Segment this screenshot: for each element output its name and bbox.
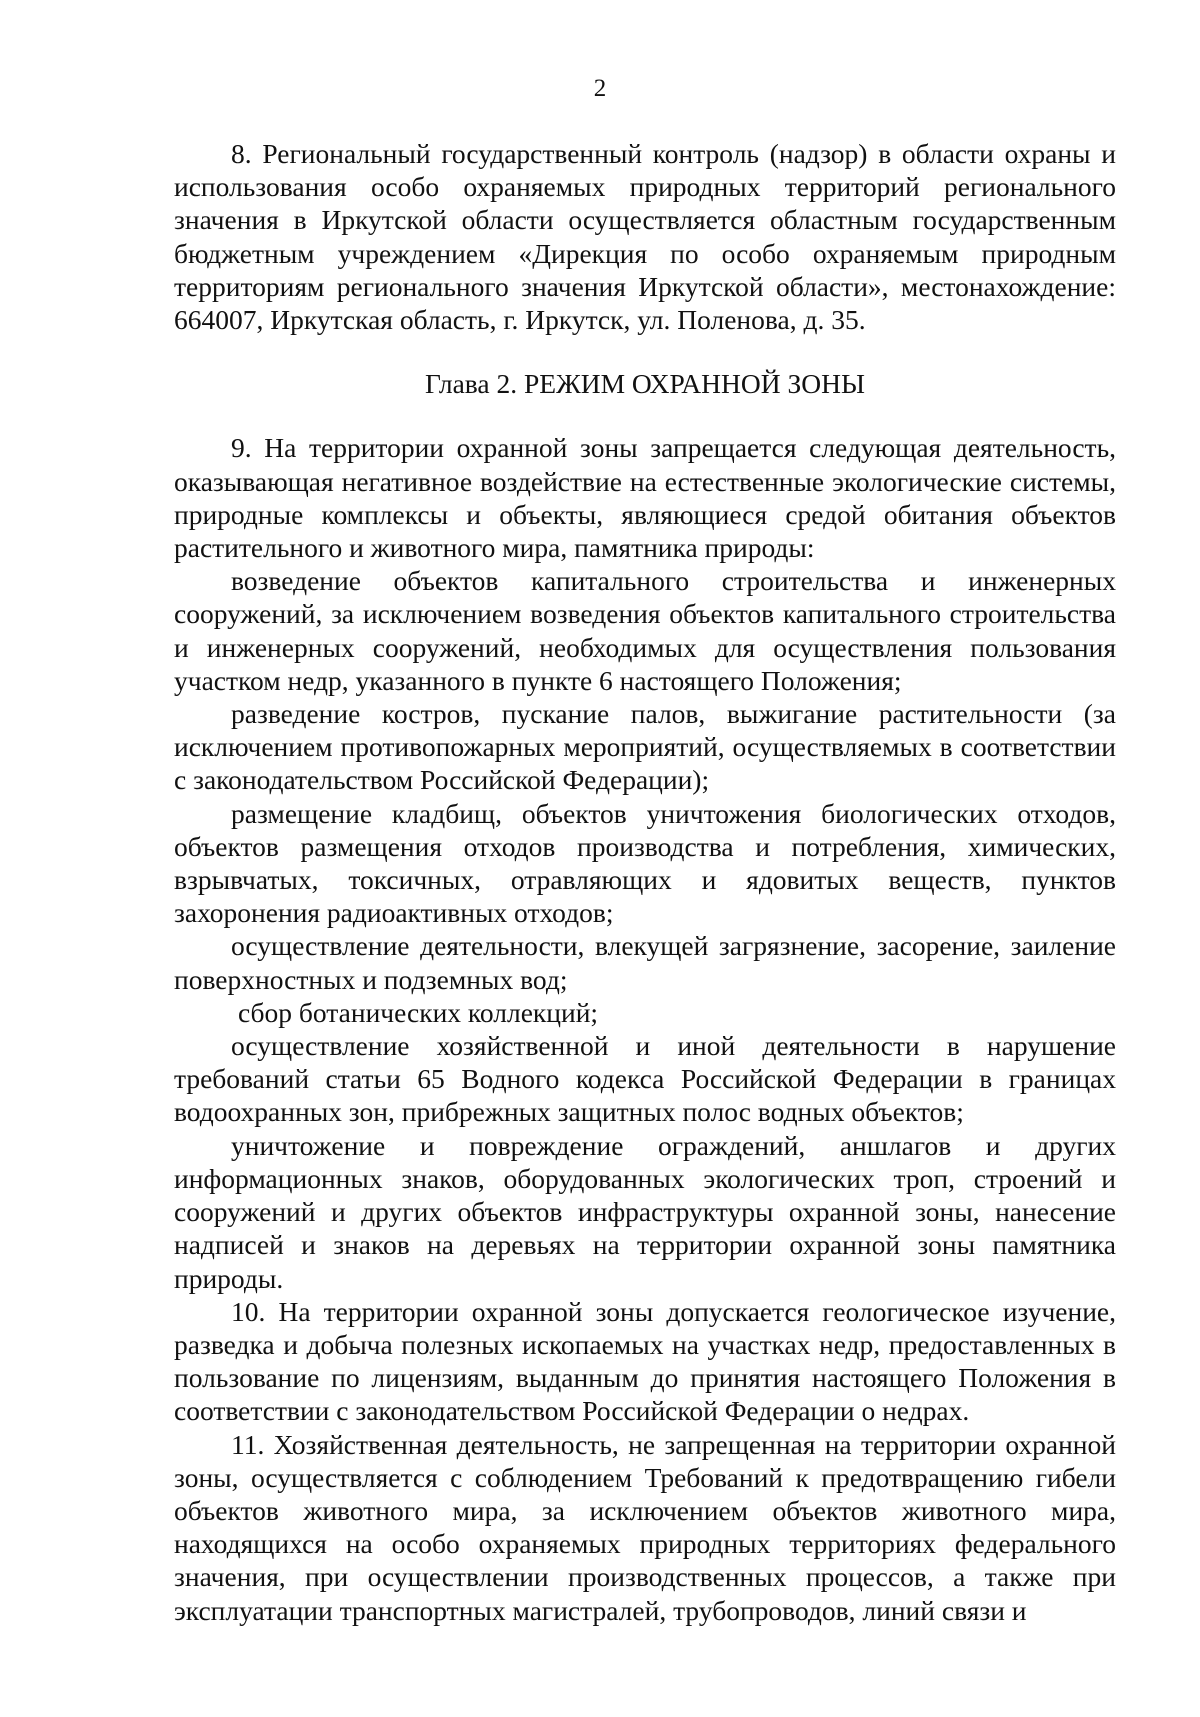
paragraph-10: 10. На территории охранной зоны допускается геологическое изучение, разведка и добыча полезных ископаемых на участках недр, предоставленных в пользование по лицензиям, выданным до принятия настоящего Положения в соответствии с законодательством Российской Федерации о недрах. [174,1295,1116,1427]
list-item-fires: разведение костров, пускание палов, выжигание растительности (за исключением противопожарных мероприятий, осуществляемых в соответствии с законодательством Российской Федерации); [174,698,1116,796]
paragraph-8: 8. Региональный государственный контроль (надзор) в области охраны и использования особо охраняемых природных территорий регионального значения в Иркутской области осуществляется областным государственным бюджетным учреждением «Дирекция по особо охраняемым природным территориям регионального значения Иркутской области», местонахождение: 664007, Иркутская область, г. Иркутск, ул. Поленова, д. 35. [174,138,1116,336]
page-number: 2 [593,75,607,102]
list-item-destruction: уничтожение и повреждение ограждений, аншлагов и других информационных знаков, оборудованных экологических троп, строений и сооружений и других объектов инфраструктуры охранной зоны, нанесение надписей и знаков на деревьях на территории охранной зоны памятника природы. [174,1129,1116,1294]
paragraph-9: 9. На территории охранной зоны запрещается следующая деятельность, оказывающая негативное воздействие на естественные экологические системы, природные комплексы и объекты, являющиеся средой обитания объектов растительного и животного мира, памятника природы: [174,432,1116,564]
chapter-title: Глава 2. РЕЖИМ ОХРАННОЙ ЗОНЫ [425,368,865,400]
list-item-water-pollution: осуществление деятельности, влекущей загрязнение, засорение, заиление поверхностных и подземных вод; [174,930,1116,995]
list-item-water-code: осуществление хозяйственной и иной деятельности в нарушение требований статьи 65 Водного кодекса Российской Федерации в границах водоохранных зон, прибрежных защитных полос водных объектов; [174,1030,1116,1128]
document-body [174,137,1116,1627]
list-item-waste: размещение кладбищ, объектов уничтожения биологических отходов, объектов размещения отходов производства и потребления, химических, взрывчатых, токсичных, отравляющих и ядовитых веществ, пунктов захоронения радиоактивных отходов; [174,797,1116,929]
paragraph-11: 11. Хозяйственная деятельность, не запрещенная на территории охранной зоны, осуществляется с соблюдением Требований к предотвращению гибели объектов животного мира, за исключением объектов животного мира, находящихся на особо охраняемых природных территориях федерального значения, при осуществлении производственных процессов, а также при эксплуатации транспортных магистралей, трубопроводов, линий связи и [174,1428,1116,1626]
list-item-botanical: сбор ботанических коллекций; [238,996,599,1028]
list-item-construction: возведение объектов капитального строительства и инженерных сооружений, за исключением возведения объектов капитального строительства и инженерных сооружений, необходимых для осуществления пользования участком недр, указанного в пункте 6 настоящего Положения; [174,565,1116,696]
